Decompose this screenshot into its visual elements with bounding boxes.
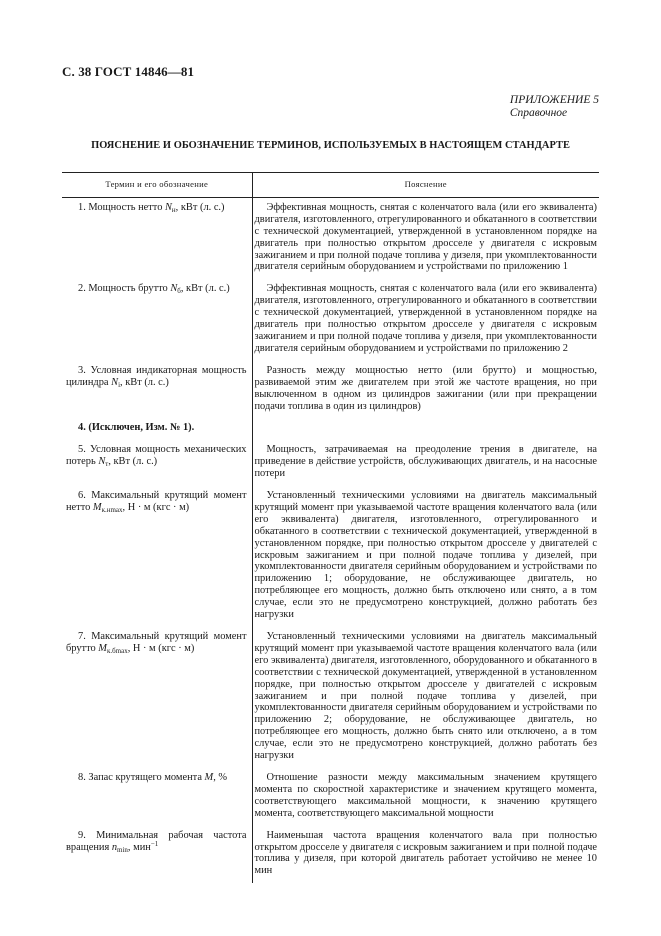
table-row bbox=[62, 768, 599, 826]
table-row bbox=[62, 361, 599, 419]
term-unit: , Н · м (кгс · м) bbox=[122, 501, 190, 513]
term-unit-exponent: −1 bbox=[150, 839, 159, 848]
term-text: 4. (Исключен, Изм. № 1). bbox=[78, 422, 195, 434]
column-header-term: Термин и его обозначение bbox=[62, 173, 252, 198]
explanation-cell: Эффективная мощность, снятая с коленчатого вала (или его эквивалента) двигателя, изготовленного, отрегулированного и обкатанного в соответствии с технической документацией, утвержденной в установленном порядке на двигатель при полностью открытом дросселе у двигателя с искровым зажиганием и при полной подаче топлива у дизеля, при укомплектованности двигателя серийным оборудованием и устройствами по приложению 2 bbox=[254, 283, 597, 354]
term-subscript: т bbox=[105, 460, 109, 469]
table-row bbox=[62, 826, 599, 884]
explanation-cell: Установленный техническими условиями на двигатель максимальный крутящий момент при указываемой частоте вращения коленчатого вала (или его эквивалента) двигателя, изготовленного, отрегулированного и обкатанного в соответствии с технической документацией, утвержденной в установленном порядке, при полностью открытом дросселе у двигателей с искровым зажиганием и при полной подаче топлива у дизелей, при укомплектованности двигателя серийным оборудованием и устройствами по приложению 1; оборудование, не обслуживающее двигатель, но потребляющее его мощность, должно быть отключено или снято, а в том случае, если это не предусмотрено конструкцией, должно работать без нагрузки bbox=[254, 490, 597, 621]
term-unit: , кВт (л. с.) bbox=[175, 201, 225, 213]
table-header-row bbox=[62, 173, 599, 198]
term-text: 5. Условная мощность механических потерь bbox=[66, 444, 247, 468]
term-unit: , % bbox=[213, 771, 228, 783]
term-cell bbox=[62, 826, 252, 884]
term-cell bbox=[62, 486, 252, 627]
term-unit: , кВт (л. с.) bbox=[108, 456, 158, 468]
explanation-cell: Разность между мощностью нетто (или брутто) и мощностью, развиваемой этим же двигателем при этой же частоте вращения, но при выключенном в одном из цилиндров зажигании (или при прекращении подачи топлива в один из цилиндров) bbox=[254, 364, 597, 412]
term-unit: , Н · м (кгс · м) bbox=[127, 642, 195, 654]
explanation-cell: Отношение разности между максимальным значением крутящего момента по скоростной характеристике и значением крутящего момента, соответствующего максимальной мощности, к значению крутящего момента, соответствующего максимальной мощности bbox=[254, 771, 597, 819]
term-symbol: n bbox=[111, 841, 118, 853]
term-unit: , мин bbox=[127, 841, 151, 853]
term-symbol: M bbox=[92, 501, 102, 513]
term-cell bbox=[62, 279, 252, 360]
term-subscript: min bbox=[117, 845, 128, 854]
term-subscript: i bbox=[118, 380, 121, 389]
column-header-explanation: Пояснение bbox=[252, 173, 599, 198]
term-text: 2. Мощность брутто bbox=[78, 283, 171, 295]
term-cell bbox=[62, 197, 252, 279]
appendix-label bbox=[510, 94, 599, 120]
table-row bbox=[62, 486, 599, 627]
table-row bbox=[62, 418, 599, 440]
term-symbol: M bbox=[98, 642, 107, 654]
term-cell bbox=[62, 627, 252, 768]
table-row bbox=[62, 627, 599, 768]
explanation-cell: Мощность, затрачиваемая на преодоление трения в двигателе, на приведение в действие устройств, обслуживающих двигатель, и на насосные потери bbox=[254, 444, 597, 480]
term-text: 7. Максимальный крутящий момент брутто bbox=[66, 631, 247, 654]
appendix-title: ПРИЛОЖЕНИЕ 5 bbox=[509, 94, 599, 106]
page-header: С. 38 ГОСТ 14846—81 bbox=[62, 64, 195, 79]
explanation-cell bbox=[252, 418, 599, 440]
term-symbol: N bbox=[164, 201, 172, 213]
explanation-cell: Наименьшая частота вращения коленчатого вала при полностью открытом дросселе у двигателя с искровым зажиганием и при полной подаче топлива у дизеля, при которой двигатель работает устойчиво не менее 10 мин bbox=[254, 829, 597, 877]
document-title: ПОЯСНЕНИЕ И ОБОЗНАЧЕНИЕ ТЕРМИНОВ, ИСПОЛЬЗУЕМЫХ В НАСТОЯЩЕМ СТАНДАРТЕ bbox=[91, 140, 570, 151]
explanation-cell: Установленный техническими условиями на двигатель максимальный крутящий момент при указываемой частоте вращения коленчатого вала (или его эквивалента) двигателя, изготовленного, оборудованного и обкатанного в соответствии с технической документацией, утвержденной в установленном порядке, при полностью открытом дросселе у двигателей с искровым зажиганием и при полной подаче топлива у дизелей, при укомплектованности двигателя серийным оборудованием и устройствами по приложению 2; оборудование, не обслуживающее двигатель, но потребляющее его мощность, должно быть снято или отключено, а в том случае, если это не предусмотрено конструкцией, должно работать без нагрузки bbox=[254, 631, 597, 762]
terms-table-body bbox=[62, 197, 599, 883]
explanation-cell: Эффективная мощность, снятая с коленчатого вала (или его эквивалента) двигателя, изготовленного, отрегулированного и обкатанного в соответствии с технической документацией, утвержденной в установленном порядке на двигатель при полностью открытом дросселе у двигателя с искровым зажиганием и при полной подаче топлива у дизеля, при укомплектованности двигателя серийным оборудованием и устройствами по приложению 1 bbox=[254, 201, 597, 273]
table-row bbox=[62, 440, 599, 486]
term-subscript: к.бmax bbox=[106, 646, 128, 655]
appendix-subtitle: Справочное bbox=[509, 107, 568, 119]
term-cell bbox=[62, 768, 252, 826]
term-unit: , кВт (л. с.) bbox=[180, 283, 230, 295]
term-cell bbox=[62, 440, 252, 486]
term-symbol: M bbox=[204, 771, 214, 783]
term-text: 9. Минимальная рабочая частота вращения bbox=[66, 829, 247, 853]
term-subscript: н bbox=[171, 205, 176, 214]
term-unit: , кВт (л. с.) bbox=[120, 376, 169, 388]
term-cell bbox=[62, 418, 252, 440]
term-text: 6. Максимальный крутящий момент нетто bbox=[66, 490, 247, 513]
term-cell bbox=[62, 361, 252, 419]
term-symbol: N bbox=[170, 283, 178, 295]
terms-table bbox=[62, 172, 599, 883]
term-text: 3. Условная индикаторная мощность цилиндра bbox=[66, 364, 247, 388]
term-subscript: к.нmax bbox=[101, 505, 123, 514]
term-subscript: б bbox=[177, 287, 181, 296]
term-text: 1. Мощность нетто bbox=[78, 201, 165, 213]
term-text: 8. Запас крутящего момента bbox=[78, 771, 205, 783]
term-symbol: N bbox=[111, 376, 119, 388]
table-row bbox=[62, 197, 599, 279]
table-row bbox=[62, 279, 599, 360]
term-symbol: N bbox=[98, 456, 106, 468]
